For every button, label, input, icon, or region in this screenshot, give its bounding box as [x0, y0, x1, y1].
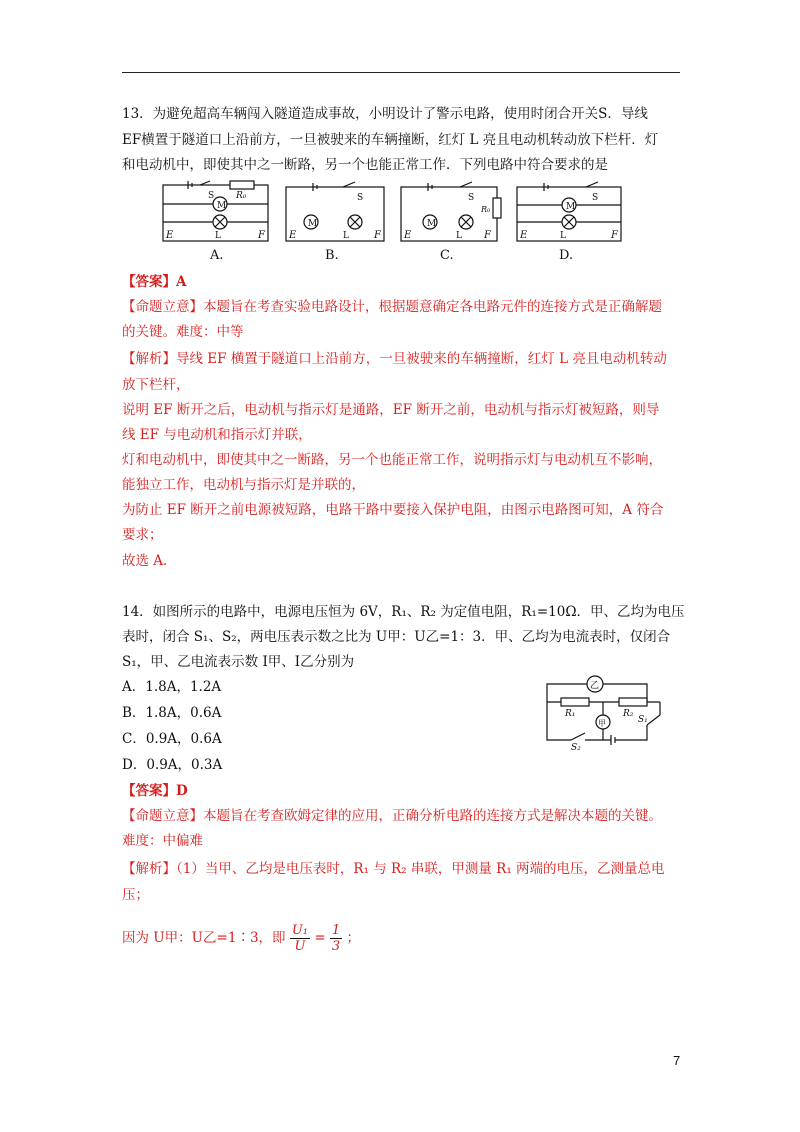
q14-s1-label: S₁ — [638, 715, 648, 725]
q13-line-3: 和电动机中，即使其中之一断路，另一个也能正常工作．下列电路中符合要求的是 — [122, 157, 608, 173]
q14-meter-yi: 乙 — [590, 681, 600, 691]
frac-right-num: 1 — [331, 923, 341, 938]
option-a-label: A. — [210, 248, 224, 263]
c-motor-label: M — [427, 219, 437, 229]
option-c-label: C. — [440, 248, 454, 263]
q14-ratio-line — [122, 918, 682, 958]
q13-analysis-1: 【解析】导线 EF 横置于隧道口上沿前方，一旦被驶来的车辆撞断，红灯 L 亮且电动机转动 — [122, 351, 667, 367]
b-f-label: F — [374, 230, 381, 241]
option-b-label: B. — [325, 248, 339, 263]
circuit-c-diagram — [398, 180, 503, 250]
q14-fraction-right — [330, 923, 342, 954]
d-switch-label: S — [592, 193, 599, 203]
a-motor-label: M — [217, 201, 227, 211]
q13-analysis-3: 说明 EF 断开之后，电动机与指示灯是通路，EF 断开之前，电动机与指示灯被短路，则导 — [122, 402, 660, 418]
d-e-label: E — [520, 230, 528, 241]
q14-option-c: C．0.9A，0.6A — [122, 731, 222, 747]
q14-line-3: S₁，甲、乙电流表示数 I甲、I乙分别为 — [122, 654, 355, 670]
q14-s2-label: S₂ — [571, 743, 581, 752]
q14-analysis-1: 【解析】（1）当甲、乙均是电压表时，R₁ 与 R₂ 串联，甲测量 R₁ 两端的电压，乙测量总电 — [122, 861, 665, 877]
c-e-label: E — [404, 230, 412, 241]
q14-r2-label: R₂ — [623, 709, 634, 719]
b-e-label: E — [289, 230, 297, 241]
q13-answer: 【答案】A — [122, 274, 187, 290]
page-number: 7 — [673, 1053, 681, 1068]
q14-option-d: D．0.9A，0.3A — [122, 757, 223, 773]
q14-option-a: A．1.8A，1.2A — [122, 679, 222, 695]
option-d-label: D. — [559, 248, 574, 263]
a-f-label: F — [258, 230, 265, 241]
circuit-d-diagram — [514, 180, 626, 250]
frac-end: ； — [346, 930, 360, 946]
frac-right-den: 3 — [331, 939, 341, 954]
frac-left-den: U — [294, 939, 306, 954]
q13-line-2: EF横置于隧道口上沿前方，一旦被驶来的车辆撞断，红灯 L 亮且电动机转动放下栏杆．灯 — [122, 132, 659, 148]
frac-equals: = — [314, 930, 326, 946]
a-r0-label: R₀ — [236, 191, 247, 201]
q14-circuit-diagram — [535, 670, 670, 752]
q13-analysis-2: 放下栏杆， — [122, 377, 190, 393]
q13-line-1: 13．为避免超高车辆闯入隧道造成事故，小明设计了警示电路，使用时闭合开关S．导线 — [122, 106, 648, 122]
q14-analysis-2: 压； — [122, 887, 149, 903]
q14-line-1: 14．如图所示的电路中，电源电压恒为 6V，R₁、R₂ 为定值电阻，R₁=10Ω．甲、乙均为电压 — [122, 604, 685, 620]
a-lamp-label: L — [215, 231, 221, 241]
q14-answer: 【答案】D — [122, 783, 188, 799]
a-switch-label: S — [208, 191, 215, 201]
q13-analysis-5: 灯和电动机中，即使其中之一断路，另一个也能正常工作，说明指示灯与电动机互不影响， — [122, 452, 662, 468]
d-f-label: F — [611, 230, 618, 241]
q13-analysis-9: 故选 A. — [122, 553, 168, 569]
c-r0-label: R₀ — [481, 205, 491, 214]
q14-line-2: 表时，闭合 S₁、S₂，两电压表示数之比为 U甲：U乙=1：3．甲、乙均为电流表时，仅闭合 — [122, 629, 671, 645]
a-e-label: E — [166, 230, 174, 241]
q14-ratio-text: 因为 U甲：U乙=1∶3，即 — [122, 930, 286, 946]
q13-analysis-4: 线 EF 与电动机和指示灯并联， — [122, 427, 312, 443]
q14-meter-jia: 甲 — [598, 719, 606, 728]
b-lamp-label: L — [343, 231, 349, 241]
q13-analysis-7: 为防止 EF 断开之前电源被短路，电路干路中要接入保护电阻，由图示电路图可知，A 符合 — [122, 502, 664, 518]
b-motor-label: M — [308, 219, 318, 229]
c-f-label: F — [484, 230, 491, 241]
q13-analysis-6: 能独立工作，电动机与指示灯是并联的， — [122, 477, 365, 493]
q13-intent-1: 【命题立意】本题旨在考查实验电路设计，根据题意确定各电路元件的连接方式是正确解题 — [122, 299, 662, 315]
frac-left-num: U₁ — [291, 923, 309, 938]
q13-analysis-8: 要求； — [122, 527, 163, 543]
q14-intent-2: 难度：中偏难 — [122, 833, 203, 849]
c-switch-label: S — [468, 193, 475, 203]
d-motor-label: M — [566, 202, 576, 212]
q13-intent-2: 的关键。难度：中等 — [122, 324, 244, 340]
c-lamp-label: L — [456, 231, 462, 241]
d-lamp-label: L — [560, 231, 566, 241]
q14-option-b: B．1.8A，0.6A — [122, 705, 222, 721]
q14-fraction-left — [290, 923, 310, 954]
header-rule — [122, 72, 680, 73]
circuit-a-diagram — [160, 180, 275, 250]
circuit-b-diagram — [283, 180, 388, 250]
q14-intent-1: 【命题立意】本题旨在考查欧姆定律的应用，正确分析电路的连接方式是解决本题的关键。 — [122, 808, 662, 824]
q14-r1-label: R₁ — [565, 709, 576, 719]
b-switch-label: S — [357, 193, 364, 203]
